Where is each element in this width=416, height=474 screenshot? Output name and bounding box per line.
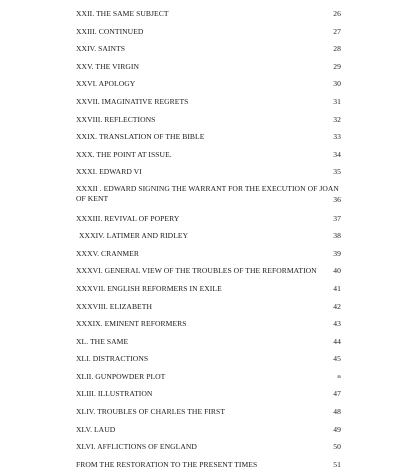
toc-entry-page-number: 42 (333, 301, 341, 311)
toc-entry[interactable] (76, 386, 341, 402)
toc-entry-title: XXVI. APOLOGY (76, 79, 136, 89)
toc-entry[interactable] (76, 6, 341, 22)
toc-entry-page-number: 50 (333, 442, 341, 452)
toc-entry-page-number: 45 (333, 354, 341, 364)
toc-entry[interactable] (76, 246, 341, 262)
toc-entry[interactable] (76, 281, 341, 297)
toc-entry-title: XLIII. ILLUSTRATION (76, 389, 153, 399)
toc-entry-page-number: 40 (333, 266, 341, 276)
toc-entry-page-number: 41 (333, 283, 341, 293)
toc-entry-title: XXII. THE SAME SUBJECT (76, 9, 169, 18)
toc-entry[interactable] (76, 404, 341, 420)
toc-entry[interactable] (76, 41, 341, 57)
toc-entry-title: XLIV. TROUBLES OF CHARLES THE FIRST (76, 407, 226, 417)
toc-entry-title: XXVIII. REFLECTIONS (76, 114, 156, 124)
toc-entry-title: XXXVI. GENERAL VIEW OF THE TROUBLES OF THE REFORMATION (76, 266, 317, 276)
toc-entry-title: XXXII . EDWARD SIGNING THE WARRANT FOR THE EXECUTION OF JOAN OF KENT (76, 183, 339, 203)
toc-entry-title: XXXV. CRANMER (76, 248, 139, 258)
toc-entry[interactable] (76, 24, 341, 40)
toc-entry-page-number: 48 (333, 407, 341, 417)
table-of-contents (76, 6, 341, 474)
toc-entry[interactable] (76, 351, 341, 367)
toc-entry[interactable] (76, 129, 341, 145)
toc-entry-title: XL. THE SAME (76, 336, 129, 346)
toc-entry[interactable] (76, 211, 341, 227)
toc-entry-title: XXX. THE POINT AT ISSUE. (76, 149, 172, 159)
toc-entry-title: XXXIII. REVIVAL OF POPERY (76, 213, 180, 223)
toc-entry[interactable] (76, 59, 341, 75)
toc-entry-page-number: 27 (333, 26, 341, 36)
toc-entry-title: XXXVII. ENGLISH REFORMERS IN EXILE (76, 283, 222, 293)
toc-entry-page-number: 36 (333, 194, 341, 204)
toc-entry-page-number: 31 (333, 96, 341, 106)
toc-entry-page-number: 43 (333, 319, 341, 329)
toc-entry[interactable] (76, 422, 341, 438)
toc-entry[interactable] (76, 369, 341, 385)
toc-entry-page-number: 49 (333, 424, 341, 434)
toc-entry-title: XXIV. SAINTS (76, 44, 125, 54)
toc-entry-title: XXXIV. LATIMER AND RIDLEY (79, 231, 189, 241)
toc-entry-page-number: 35 (333, 167, 341, 177)
toc-entry-page-number: 26 (333, 9, 341, 18)
toc-entry-page-number: 38 (333, 231, 341, 241)
toc-entry[interactable] (76, 112, 341, 128)
toc-entry-page-number: 47 (333, 389, 341, 399)
toc-entry-title: XXIII. CONTINUED (76, 26, 144, 36)
toc-entry-page-number: 33 (333, 132, 341, 142)
toc-entry-title: XLII. GUNPOWDER PLOT (76, 371, 166, 381)
toc-entry-title: XXIX. TRANSLATION OF THE BIBLE (76, 132, 205, 142)
toc-entry-page-number: 39 (333, 248, 341, 258)
toc-entry[interactable] (76, 316, 341, 332)
toc-entry[interactable] (76, 147, 341, 163)
toc-entry[interactable] (76, 94, 341, 110)
toc-entry-title: XLV. LAUD (76, 424, 116, 434)
toc-entry-page-number: 28 (333, 44, 341, 54)
toc-entry-page-number: 32 (333, 114, 341, 124)
toc-entry[interactable] (76, 439, 341, 455)
toc-entry-page-number: 30 (333, 79, 341, 89)
toc-entry-title: XLVI. AFFLICTIONS OF ENGLAND (76, 442, 197, 452)
toc-entry-page-number: 29 (333, 61, 341, 71)
toc-entry-page-number: 46 (336, 373, 341, 379)
toc-entry-title: XXXI. EDWARD VI (76, 167, 142, 177)
toc-entry[interactable] (76, 299, 341, 315)
toc-entry-page-number: 44 (333, 336, 341, 346)
toc-entry[interactable] (76, 457, 341, 473)
toc-entry-title: XLI. DISTRACTIONS (76, 354, 149, 364)
toc-entry[interactable] (76, 228, 341, 244)
toc-entry-page-number: 34 (333, 149, 341, 159)
toc-entry-title: XXXIX. EMINENT REFORMERS (76, 319, 187, 329)
toc-entry-title: FROM THE RESTORATION TO THE PRESENT TIMES (76, 459, 258, 469)
toc-entry[interactable] (76, 334, 341, 350)
toc-entry-title: XXVII. IMAGINATIVE REGRETS (76, 96, 189, 106)
toc-entry[interactable] (76, 182, 341, 209)
toc-entry[interactable] (76, 263, 341, 279)
toc-entry[interactable] (76, 76, 341, 92)
toc-entry[interactable] (76, 164, 341, 180)
toc-entry-title: XXV. THE VIRGIN (76, 61, 139, 71)
toc-entry-title: XXXVIII. ELIZABETH (76, 301, 152, 311)
toc-entry-page-number: 37 (333, 213, 341, 223)
toc-entry-page-number: 51 (333, 459, 341, 469)
